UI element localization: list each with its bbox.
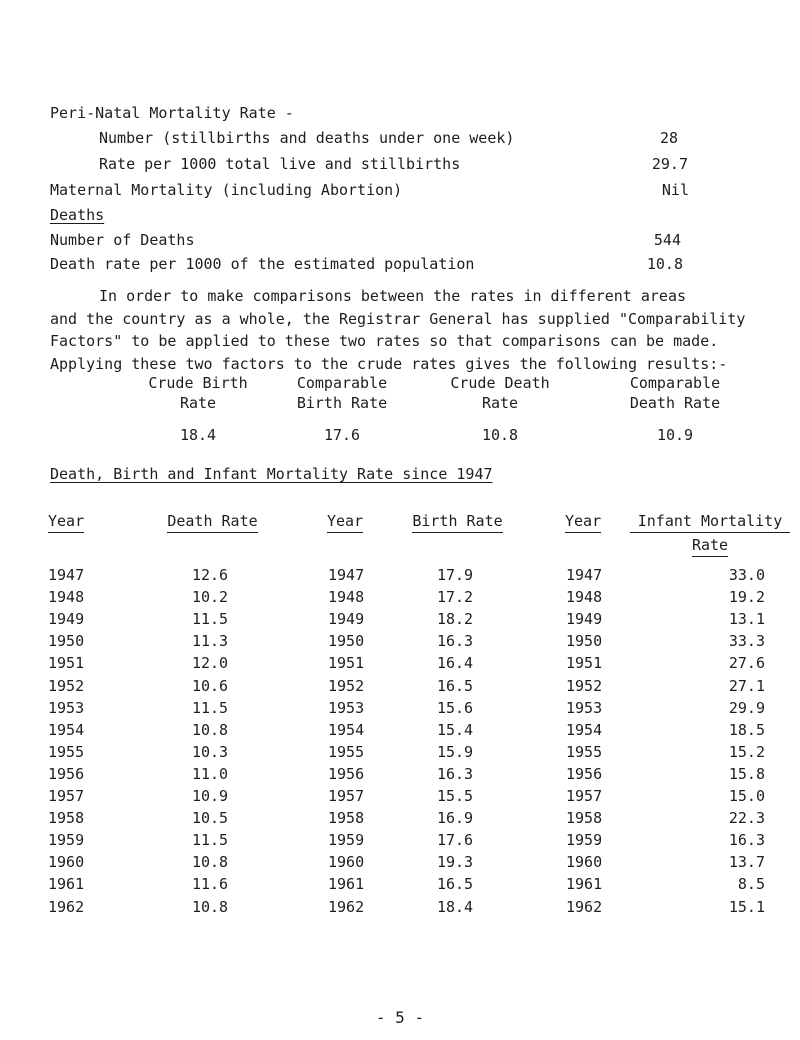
infant-mortality-cell: 15.0 bbox=[728, 787, 765, 805]
year-cell: 1959 bbox=[566, 831, 603, 850]
birth-rate-cell: 18.4 bbox=[436, 897, 474, 916]
birth-rate-cell: 19.3 bbox=[436, 853, 474, 872]
year-cell: 1951 bbox=[48, 654, 85, 673]
death-rate-cell: 11.0 bbox=[191, 764, 229, 783]
death-rate-cell: 12.0 bbox=[191, 654, 229, 673]
year-cell: 1956 bbox=[48, 764, 85, 783]
table-row bbox=[0, 851, 800, 873]
deaths-rate-label: Death rate per 1000 of the estimated population bbox=[50, 255, 475, 273]
perinatal-rate-label: Rate per 1000 total live and stillbirths bbox=[99, 155, 461, 173]
year-cell: 1953 bbox=[566, 698, 603, 717]
header-line: Rate bbox=[481, 394, 519, 412]
year-cell: 1950 bbox=[48, 632, 85, 651]
year-cell: 1962 bbox=[328, 897, 365, 916]
year-cell: 1949 bbox=[566, 610, 603, 629]
year-cell: 1955 bbox=[328, 742, 365, 761]
year-cell: 1962 bbox=[566, 897, 603, 916]
comparison-value-crude-death: 10.8 bbox=[481, 426, 519, 444]
table-row bbox=[0, 630, 800, 652]
birth-rate-cell: 16.3 bbox=[436, 764, 474, 783]
birth-rate-cell: 17.6 bbox=[436, 831, 474, 850]
header-label: Year bbox=[565, 512, 601, 533]
year-cell: 1953 bbox=[48, 698, 85, 717]
page-number: - 5 - bbox=[375, 1008, 425, 1027]
infant-mortality-cell: 22.3 bbox=[728, 809, 765, 828]
birth-rate-cell: 17.2 bbox=[436, 588, 474, 607]
year-cell: 1948 bbox=[566, 588, 603, 607]
perinatal-number-value: 28 bbox=[659, 129, 678, 147]
year-cell: 1956 bbox=[566, 764, 603, 783]
header-line: Comparable bbox=[629, 374, 721, 392]
infant-mortality-cell: 19.2 bbox=[728, 588, 765, 607]
deaths-number-value: 544 bbox=[653, 231, 681, 249]
table-row bbox=[0, 608, 800, 630]
header-line: Death Rate bbox=[629, 394, 721, 412]
header-line: Comparable bbox=[296, 374, 388, 392]
year-cell: 1948 bbox=[48, 588, 85, 607]
comparison-value-comparable-birth: 17.6 bbox=[323, 426, 361, 444]
infant-mortality-cell: 15.8 bbox=[728, 764, 765, 783]
table-row bbox=[0, 807, 800, 829]
death-rate-cell: 10.8 bbox=[191, 853, 229, 872]
birth-rate-cell: 16.5 bbox=[436, 875, 474, 894]
table-row bbox=[0, 697, 800, 719]
paragraph-line: Factors" to be applied to these two rates so that comparisons can be made. bbox=[50, 332, 719, 350]
year-cell: 1959 bbox=[48, 831, 85, 850]
paragraph-line: In order to make comparisons between the rates in different areas bbox=[99, 287, 686, 305]
year-cell: 1957 bbox=[566, 787, 603, 805]
comparability-paragraph bbox=[50, 285, 790, 375]
birth-rate-cell: 17.9 bbox=[436, 566, 474, 584]
deaths-rate-value: 10.8 bbox=[646, 255, 683, 273]
year-cell: 1954 bbox=[566, 720, 603, 739]
death-rate-cell: 11.5 bbox=[191, 698, 229, 717]
infant-mortality-cell: 27.1 bbox=[728, 676, 765, 695]
header-label: Year bbox=[48, 512, 84, 533]
deaths-number-label: Number of Deaths bbox=[50, 231, 195, 249]
maternal-label: Maternal Mortality (including Abortion) bbox=[50, 181, 403, 199]
year-cell: 1961 bbox=[566, 875, 603, 894]
year-cell: 1958 bbox=[48, 809, 85, 828]
year-cell: 1961 bbox=[48, 875, 85, 894]
header-label: Death Rate bbox=[167, 512, 257, 533]
year-cell: 1960 bbox=[48, 853, 85, 872]
paragraph-line: Applying these two factors to the crude rates gives the following results:- bbox=[50, 354, 728, 373]
infant-mortality-cell: 29.9 bbox=[728, 698, 765, 717]
year-cell: 1954 bbox=[48, 720, 85, 739]
header-line: Crude Birth bbox=[148, 374, 248, 392]
table-row bbox=[0, 896, 800, 918]
birth-rate-cell: 16.9 bbox=[436, 809, 474, 828]
birth-rate-cell: 15.4 bbox=[436, 720, 474, 739]
death-rate-cell: 11.5 bbox=[191, 831, 229, 850]
year-cell: 1953 bbox=[328, 698, 365, 717]
infant-mortality-cell: 33.3 bbox=[728, 632, 765, 651]
death-rate-cell: 10.6 bbox=[191, 676, 229, 695]
year-cell: 1947 bbox=[328, 566, 365, 584]
year-cell: 1952 bbox=[48, 676, 85, 695]
table-row bbox=[0, 586, 800, 608]
header-label: Year bbox=[327, 512, 363, 533]
year-cell: 1955 bbox=[566, 742, 603, 761]
birth-rate-cell: 18.2 bbox=[436, 610, 474, 629]
death-rate-cell: 10.5 bbox=[191, 809, 229, 828]
table-row bbox=[0, 675, 800, 697]
perinatal-rate-value: 29.7 bbox=[651, 155, 688, 173]
death-rate-cell: 10.8 bbox=[191, 720, 229, 739]
maternal-value: Nil bbox=[661, 181, 689, 199]
death-rate-cell: 11.3 bbox=[191, 632, 229, 651]
header-birth-rate bbox=[395, 512, 520, 533]
birth-rate-cell: 15.9 bbox=[436, 742, 474, 761]
paragraph-line: and the country as a whole, the Registrar General has supplied "Comparability bbox=[50, 309, 746, 328]
year-cell: 1952 bbox=[566, 676, 603, 695]
year-cell: 1950 bbox=[566, 632, 603, 651]
infant-mortality-cell: 18.5 bbox=[728, 720, 765, 739]
year-cell: 1951 bbox=[328, 654, 365, 673]
infant-mortality-cell: 13.7 bbox=[728, 853, 765, 872]
death-rate-cell: 10.9 bbox=[191, 787, 229, 805]
year-cell: 1957 bbox=[328, 787, 365, 805]
perinatal-number-label: Number (stillbirths and deaths under one week) bbox=[99, 129, 515, 147]
year-cell: 1955 bbox=[48, 742, 85, 761]
table-row bbox=[0, 652, 800, 674]
year-cell: 1960 bbox=[328, 853, 365, 872]
perinatal-heading: Peri-Natal Mortality Rate - bbox=[50, 104, 294, 122]
header-year-infant bbox=[565, 512, 601, 533]
birth-rate-cell: 16.5 bbox=[436, 676, 474, 695]
year-cell: 1959 bbox=[328, 831, 365, 850]
header-infant-mortality bbox=[630, 512, 790, 557]
table-row bbox=[0, 564, 800, 586]
birth-rate-cell: 16.4 bbox=[436, 654, 474, 673]
comparison-value-comparable-death: 10.9 bbox=[656, 426, 694, 444]
header-line: Rate bbox=[179, 394, 217, 412]
table-row bbox=[0, 763, 800, 785]
year-cell: 1958 bbox=[566, 809, 603, 828]
deaths-heading: Deaths bbox=[50, 206, 105, 224]
table-row bbox=[0, 719, 800, 741]
header-label-line2 bbox=[630, 536, 790, 557]
birth-rate-cell: 15.6 bbox=[436, 698, 474, 717]
header-label: Birth Rate bbox=[412, 512, 502, 533]
table-row bbox=[0, 785, 800, 807]
year-cell: 1956 bbox=[328, 764, 365, 783]
comparison-header-comparable-death bbox=[600, 373, 750, 413]
year-cell: 1952 bbox=[328, 676, 365, 695]
year-cell: 1962 bbox=[48, 897, 85, 916]
header-year-birth bbox=[327, 512, 363, 533]
year-cell: 1947 bbox=[48, 566, 85, 584]
infant-mortality-cell: 27.6 bbox=[728, 654, 765, 673]
infant-mortality-cell: 33.0 bbox=[728, 566, 765, 584]
infant-mortality-cell: 15.2 bbox=[728, 742, 765, 761]
table-row bbox=[0, 741, 800, 763]
death-rate-cell: 10.8 bbox=[191, 897, 229, 916]
table-row bbox=[0, 829, 800, 851]
infant-mortality-cell: 13.1 bbox=[728, 610, 765, 629]
table-row bbox=[0, 873, 800, 895]
death-rate-cell: 11.5 bbox=[191, 610, 229, 629]
header-line: Crude Death bbox=[450, 374, 550, 392]
year-cell: 1949 bbox=[328, 610, 365, 629]
table-title: Death, Birth and Infant Mortality Rate since 1947 bbox=[50, 465, 493, 483]
year-cell: 1948 bbox=[328, 588, 365, 607]
year-cell: 1961 bbox=[328, 875, 365, 894]
header-label: Rate bbox=[692, 536, 728, 557]
year-cell: 1950 bbox=[328, 632, 365, 651]
death-rate-cell: 10.3 bbox=[191, 742, 229, 761]
year-cell: 1947 bbox=[566, 566, 603, 584]
year-cell: 1949 bbox=[48, 610, 85, 629]
death-rate-cell: 11.6 bbox=[191, 875, 229, 894]
year-cell: 1954 bbox=[328, 720, 365, 739]
comparison-header-comparable-birth bbox=[267, 373, 417, 413]
birth-rate-cell: 16.3 bbox=[436, 632, 474, 651]
year-cell: 1958 bbox=[328, 809, 365, 828]
year-cell: 1951 bbox=[566, 654, 603, 673]
year-cell: 1960 bbox=[566, 853, 603, 872]
infant-mortality-cell: 15.1 bbox=[728, 897, 765, 916]
header-year-death bbox=[48, 512, 84, 533]
comparison-header-crude-birth bbox=[123, 373, 273, 413]
header-death-rate bbox=[150, 512, 275, 533]
comparison-header-crude-death bbox=[425, 373, 575, 413]
comparison-value-crude-birth: 18.4 bbox=[179, 426, 217, 444]
infant-mortality-cell: 16.3 bbox=[728, 831, 765, 850]
header-label: Infant Mortality bbox=[630, 512, 790, 533]
death-rate-cell: 12.6 bbox=[191, 566, 229, 584]
infant-mortality-cell: 8.5 bbox=[737, 875, 765, 894]
death-rate-cell: 10.2 bbox=[191, 588, 229, 607]
birth-rate-cell: 15.5 bbox=[436, 787, 474, 805]
header-line: Birth Rate bbox=[296, 394, 388, 412]
year-cell: 1957 bbox=[48, 787, 85, 805]
